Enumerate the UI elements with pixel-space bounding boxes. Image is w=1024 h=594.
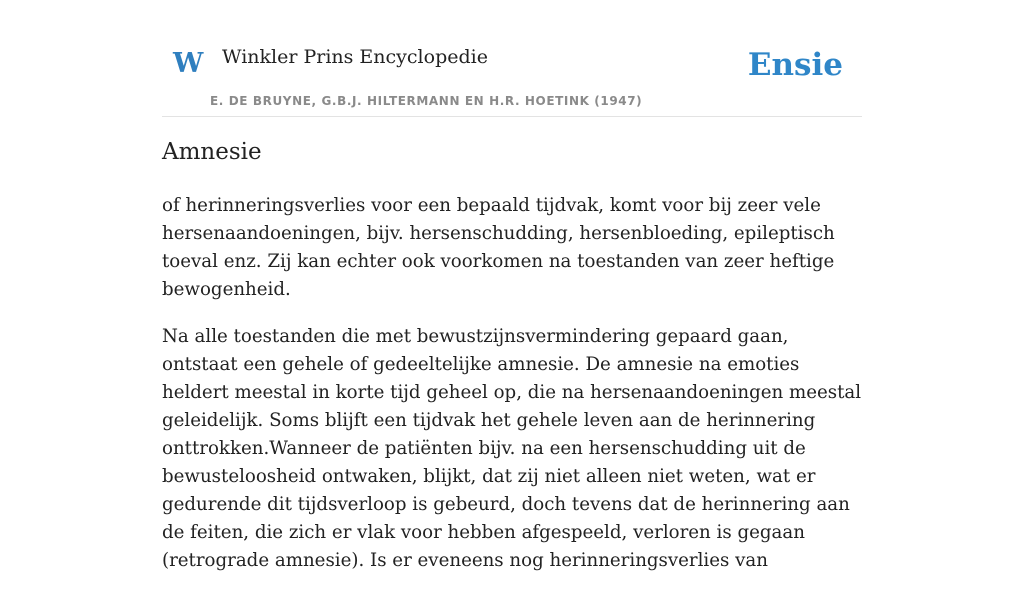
article-paragraph: of herinneringsverlies voor een bepaald tijdvak, komt voor bij zeer vele hersenaandoeningen, bijv. hersenschudding, hersenbloeding, epileptisch toeval enz. Zij kan echter ook voorkomen na toestanden van zeer heftige bewogenheid. <box>162 195 835 300</box>
article-paragraph: Na alle toestanden die met bewustzijnsvermindering gepaard gaan, ontstaat een gehele of gedeeltelijke amnesie. De amnesie na emoties heldert meestal in korte tijd geheel op, die na hersenaandoeningen meestal geleidelijk. Soms blijft een tijdvak het gehele leven aan de herinnering onttrokken.Wanneer de patiënten bijv. na een hersenschudding uit de bewusteloosheid ontwaken, blijkt, dat zij niet alleen niet weten, wat er gedurende dit tijdsverloop is gebeurd, doch tevens dat de herinnering aan de feiten, die zich er vlak voor hebben afgespeeld, verloren is gegaan (retrograde amnesie). Is er eveneens nog herinneringsverlies van <box>162 326 862 571</box>
winkler-prins-logo[interactable]: W <box>173 48 204 79</box>
source-header <box>162 0 862 117</box>
ensie-brand-logo[interactable]: Ensie <box>747 47 843 83</box>
source-authors: E. DE BRUYNE, G.B.J. HILTERMANN EN H.R. HOETINK (1947) <box>210 94 643 108</box>
article-title: Amnesie <box>162 139 262 165</box>
article-body <box>162 192 866 594</box>
source-title[interactable]: Winkler Prins Encyclopedie <box>222 46 488 68</box>
